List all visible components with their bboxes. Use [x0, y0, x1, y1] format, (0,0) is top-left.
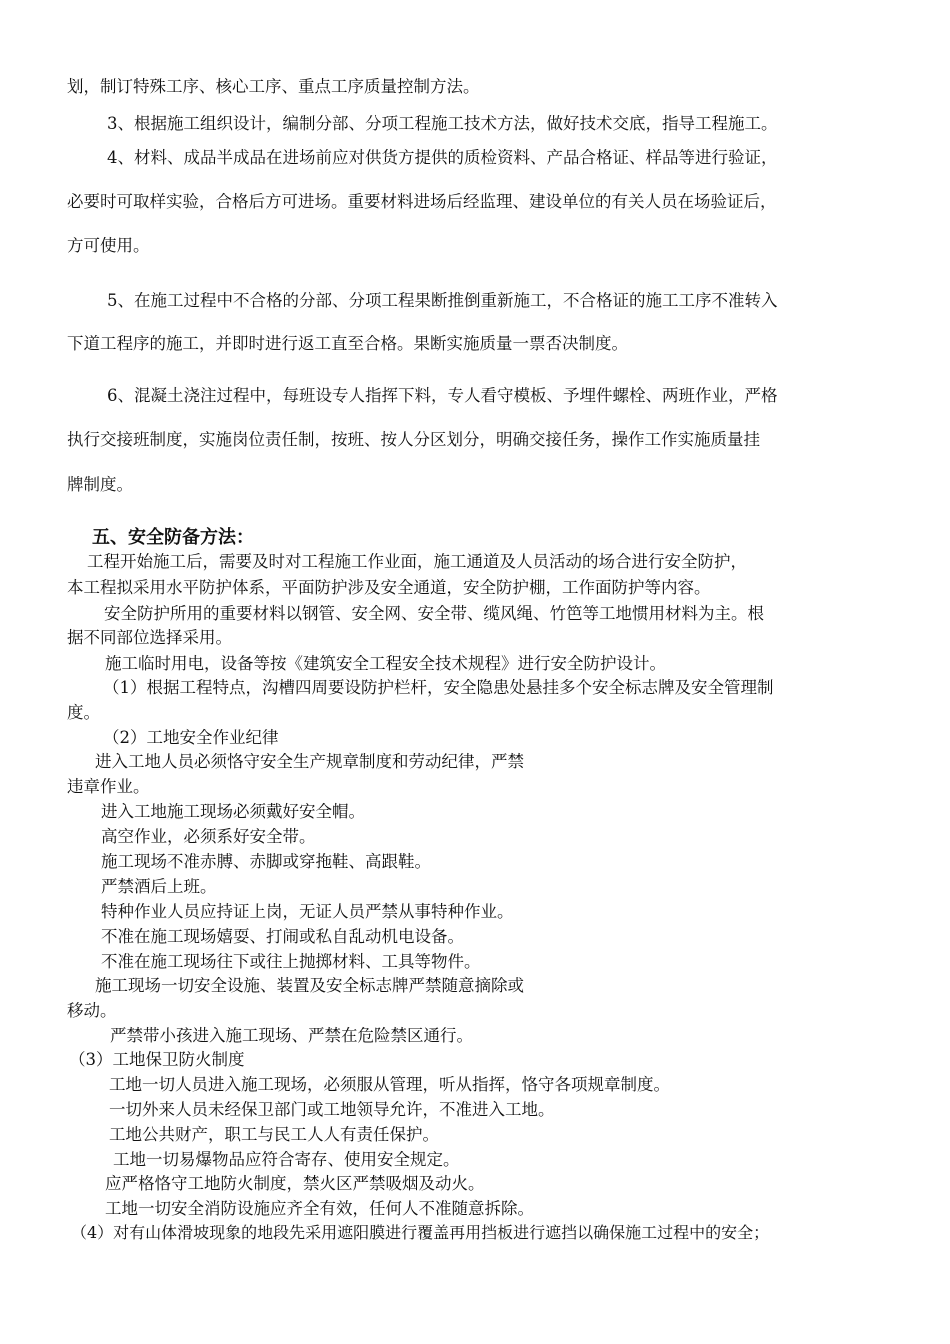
text-line: 工地一切易爆物品应符合寄存、使用安全规定。	[113, 1150, 460, 1169]
text-line: 牌制度。	[67, 475, 133, 494]
text-line: 高空作业，必须系好安全带。	[101, 827, 316, 846]
text-line: 施工临时用电，设备等按《建筑安全工程安全技术规程》进行安全防护设计。	[105, 654, 666, 673]
text-line: 6、混凝土浇注过程中，每班设专人指挥下料，专人看守模板、予埋件螺栓、两班作业，严格	[107, 386, 778, 405]
text-line: （4）对有山体滑坡现象的地段先采用遮阳膜进行覆盖再用挡板进行遮挡以确保施工过程中的安全；	[71, 1223, 770, 1242]
text-line: 5、在施工过程中不合格的分部、分项工程果断推倒重新施工，不合格证的施工工序不准转入	[107, 291, 778, 310]
text-line: 工地一切安全消防设施应齐全有效，任何人不准随意拆除。	[105, 1199, 534, 1218]
text-line: 下道工程序的施工，并即时进行返工直至合格。果断实施质量一票否决制度。	[67, 334, 628, 353]
text-line: 方可使用。	[67, 236, 150, 255]
text-line: 划，制订特殊工序、核心工序、重点工序质量控制方法。	[67, 77, 480, 96]
text-line: 据不同部位选择采用。	[67, 628, 232, 647]
text-line: 严禁带小孩进入施工现场、严禁在危险禁区通行。	[110, 1026, 473, 1045]
text-line: 度。	[67, 703, 100, 722]
text-line: 必要时可取样实验，合格后方可进场。重要材料进场后经监理、建设单位的有关人员在场验证后，	[67, 192, 777, 211]
text-line: 工地公共财产，职工与民工人人有责任保护。	[109, 1125, 439, 1144]
text-line: 4、材料、成品半成品在进场前应对供货方提供的质检资料、产品合格证、样品等进行验证，	[107, 148, 778, 167]
text-line: 执行交接班制度，实施岗位责任制，按班、按人分区划分，明确交接任务，操作工作实施质量挂	[67, 430, 760, 449]
text-line: 违章作业。	[67, 777, 150, 796]
text-line: 应严格恪守工地防火制度，禁火区严禁吸烟及动火。	[105, 1174, 485, 1193]
section-heading: 五、安全防备方法：	[92, 527, 254, 548]
text-line: （3）工地保卫防火制度	[69, 1050, 245, 1069]
text-line: 本工程拟采用水平防护体系，平面防护涉及安全通道，安全防护棚，工作面防护等内容。	[67, 578, 711, 597]
text-line: 移动。	[67, 1001, 117, 1020]
text-line: 特种作业人员应持证上岗，无证人员严禁从事特种作业。	[101, 902, 514, 921]
text-line: （1）根据工程特点，沟槽四周要设防护栏杆，安全隐患处悬挂多个安全标志牌及安全管理制	[103, 678, 774, 697]
text-line: 工地一切人员进入施工现场，必须服从管理，听从指挥，恪守各项规章制度。	[109, 1075, 670, 1094]
text-line: 工程开始施工后，需要及时对工程施工作业面，施工通道及人员活动的场合进行安全防护，	[87, 552, 747, 571]
text-line: 进入工地施工现场必须戴好安全帽。	[101, 802, 365, 821]
text-line: 严禁酒后上班。	[101, 877, 217, 896]
text-line: 安全防护所用的重要材料以钢管、安全网、安全带、缆风绳、竹笆等工地惯用材料为主。根	[104, 604, 764, 623]
text-line: 进入工地人员必须恪守安全生产规章制度和劳动纪律，严禁	[95, 752, 524, 771]
text-line: 施工现场一切安全设施、装置及安全标志牌严禁随意摘除或	[95, 976, 524, 995]
text-line: 3、根据施工组织设计，编制分部、分项工程施工技术方法，做好技术交底，指导工程施工。	[107, 114, 778, 133]
text-line: （2）工地安全作业纪律	[103, 728, 279, 747]
text-line: 不准在施工现场往下或往上抛掷材料、工具等物件。	[101, 952, 481, 971]
text-line: 一切外来人员未经保卫部门或工地领导允许，不准进入工地。	[109, 1100, 555, 1119]
text-line: 不准在施工现场嬉耍、打闹或私自乱动机电设备。	[101, 927, 464, 946]
text-line: 施工现场不准赤膊、赤脚或穿拖鞋、高跟鞋。	[101, 852, 431, 871]
